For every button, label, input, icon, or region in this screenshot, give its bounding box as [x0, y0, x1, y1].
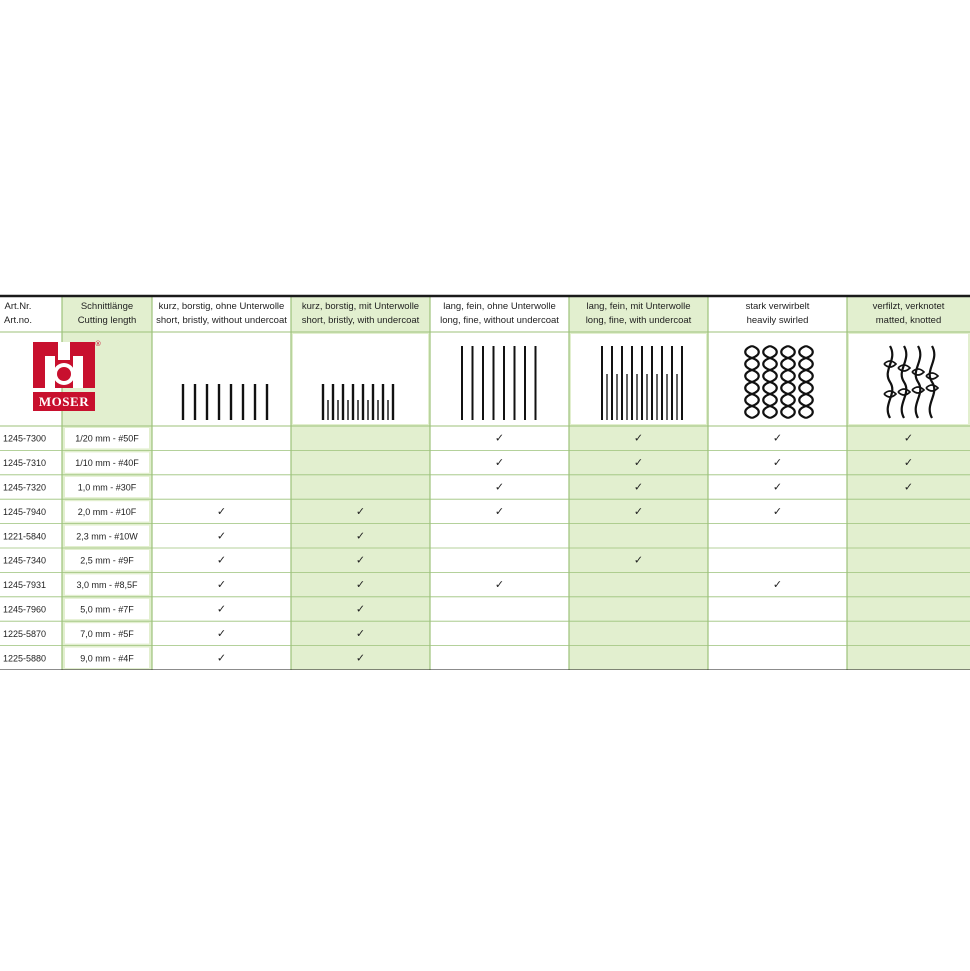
artno-header-de: Art.Nr.: [4, 301, 32, 312]
data-cell-background: [433, 550, 566, 570]
article-number: 1225-5880: [3, 653, 47, 664]
cutting-length: 1/20 mm - #50F: [75, 433, 139, 444]
data-cell-background: [433, 623, 566, 643]
check-mark: ✓: [216, 529, 227, 543]
hair-image-panel: [571, 334, 706, 424]
check-mark: ✓: [355, 504, 366, 518]
coat-type-header-de: kurz, borstig, mit Unterwolle: [301, 301, 420, 312]
article-number: 1245-7960: [3, 604, 47, 615]
coat-type-header-de: lang, fein, mit Unterwolle: [586, 301, 691, 312]
logo-text: MOSER: [38, 394, 90, 409]
check-mark: ✓: [903, 431, 914, 445]
data-cell-background: [433, 599, 566, 619]
length-header-de: Schnittlänge: [80, 301, 134, 312]
data-cell-background: [711, 648, 844, 668]
logo-m-notch: [58, 342, 70, 360]
coat-type-header-de: verfilzt, verknotet: [872, 301, 945, 312]
coat-type-header-en: long, fine, without undercoat: [440, 315, 559, 326]
check-mark: ✓: [633, 553, 644, 567]
cutting-length: 1,0 mm - #30F: [77, 482, 137, 493]
check-mark: ✓: [216, 651, 227, 665]
coat-type-header-de: lang, fein, ohne Unterwolle: [443, 301, 556, 312]
blade-compatibility-table: [0, 294, 970, 670]
moser-logo: [33, 340, 102, 411]
hair-image-panel: [293, 334, 428, 424]
check-mark: ✓: [903, 480, 914, 494]
check-mark: ✓: [772, 504, 783, 518]
cutting-length: 9,0 mm - #4F: [80, 653, 134, 664]
check-mark: ✓: [494, 480, 505, 494]
coat-type-header-en: short, bristly, without undercoat: [156, 315, 287, 326]
hair-image-panel: [154, 334, 289, 424]
artno-header-en: Art.no.: [4, 315, 32, 326]
check-mark: ✓: [494, 504, 505, 518]
check-mark: ✓: [216, 626, 227, 640]
check-mark: ✓: [633, 456, 644, 470]
check-mark: ✓: [216, 504, 227, 518]
check-mark: ✓: [633, 504, 644, 518]
article-number: 1245-7931: [3, 580, 47, 591]
data-cell-background: [711, 623, 844, 643]
coat-type-header-en: heavily swirled: [746, 315, 809, 326]
data-cell-background: [433, 526, 566, 546]
cutting-length: 3,0 mm - #8,5F: [76, 580, 138, 591]
cutting-length: 2,0 mm - #10F: [77, 506, 137, 517]
check-mark: ✓: [216, 553, 227, 567]
check-mark: ✓: [355, 553, 366, 567]
check-mark: ✓: [494, 578, 505, 592]
article-number: 1225-5870: [3, 628, 47, 639]
data-cell-background: [711, 599, 844, 619]
check-mark: ✓: [772, 456, 783, 470]
cutting-length: 1/10 mm - #40F: [75, 458, 139, 469]
cutting-length: 5,0 mm - #7F: [80, 604, 134, 615]
cutting-length: 2,5 mm - #9F: [80, 555, 134, 566]
coat-type-header-en: long, fine, with undercoat: [585, 315, 692, 326]
coat-type-header-en: short, bristly, with undercoat: [301, 315, 420, 326]
check-mark: ✓: [772, 431, 783, 445]
check-mark: ✓: [355, 529, 366, 543]
article-number: 1245-7340: [3, 555, 47, 566]
data-cell-background: [711, 550, 844, 570]
coat-type-header-de: stark verwirbelt: [745, 301, 810, 312]
coat-type-header-de: kurz, borstig, ohne Unterwolle: [158, 301, 285, 312]
check-mark: ✓: [355, 626, 366, 640]
cutting-length: 2,3 mm - #10W: [76, 531, 138, 542]
check-mark: ✓: [494, 431, 505, 445]
check-mark: ✓: [903, 456, 914, 470]
article-number: 1245-7300: [3, 433, 47, 444]
data-cell-background: [155, 452, 288, 472]
article-number: 1245-7320: [3, 482, 47, 493]
check-mark: ✓: [633, 480, 644, 494]
logo-circle-inner: [57, 367, 71, 381]
data-cell-background: [433, 648, 566, 668]
check-mark: ✓: [216, 602, 227, 616]
check-mark: ✓: [355, 651, 366, 665]
length-header-en: Cutting length: [77, 315, 137, 326]
article-number: 1245-7310: [3, 458, 47, 469]
check-mark: ✓: [772, 480, 783, 494]
check-mark: ✓: [355, 578, 366, 592]
data-cell-background: [155, 477, 288, 497]
check-mark: ✓: [494, 456, 505, 470]
check-mark: ✓: [772, 578, 783, 592]
coat-type-header-en: matted, knotted: [875, 315, 942, 326]
article-number: 1221-5840: [3, 531, 47, 542]
cutting-length: 7,0 mm - #5F: [80, 628, 134, 639]
data-cell-background: [155, 428, 288, 448]
logo-registered-mark: ®: [94, 340, 102, 348]
check-mark: ✓: [633, 431, 644, 445]
data-cell-background: [711, 526, 844, 546]
check-mark: ✓: [355, 602, 366, 616]
hair-image-panel: [432, 334, 567, 424]
check-mark: ✓: [216, 578, 227, 592]
hair-image-panel: [849, 334, 968, 424]
article-number: 1245-7940: [3, 506, 47, 517]
